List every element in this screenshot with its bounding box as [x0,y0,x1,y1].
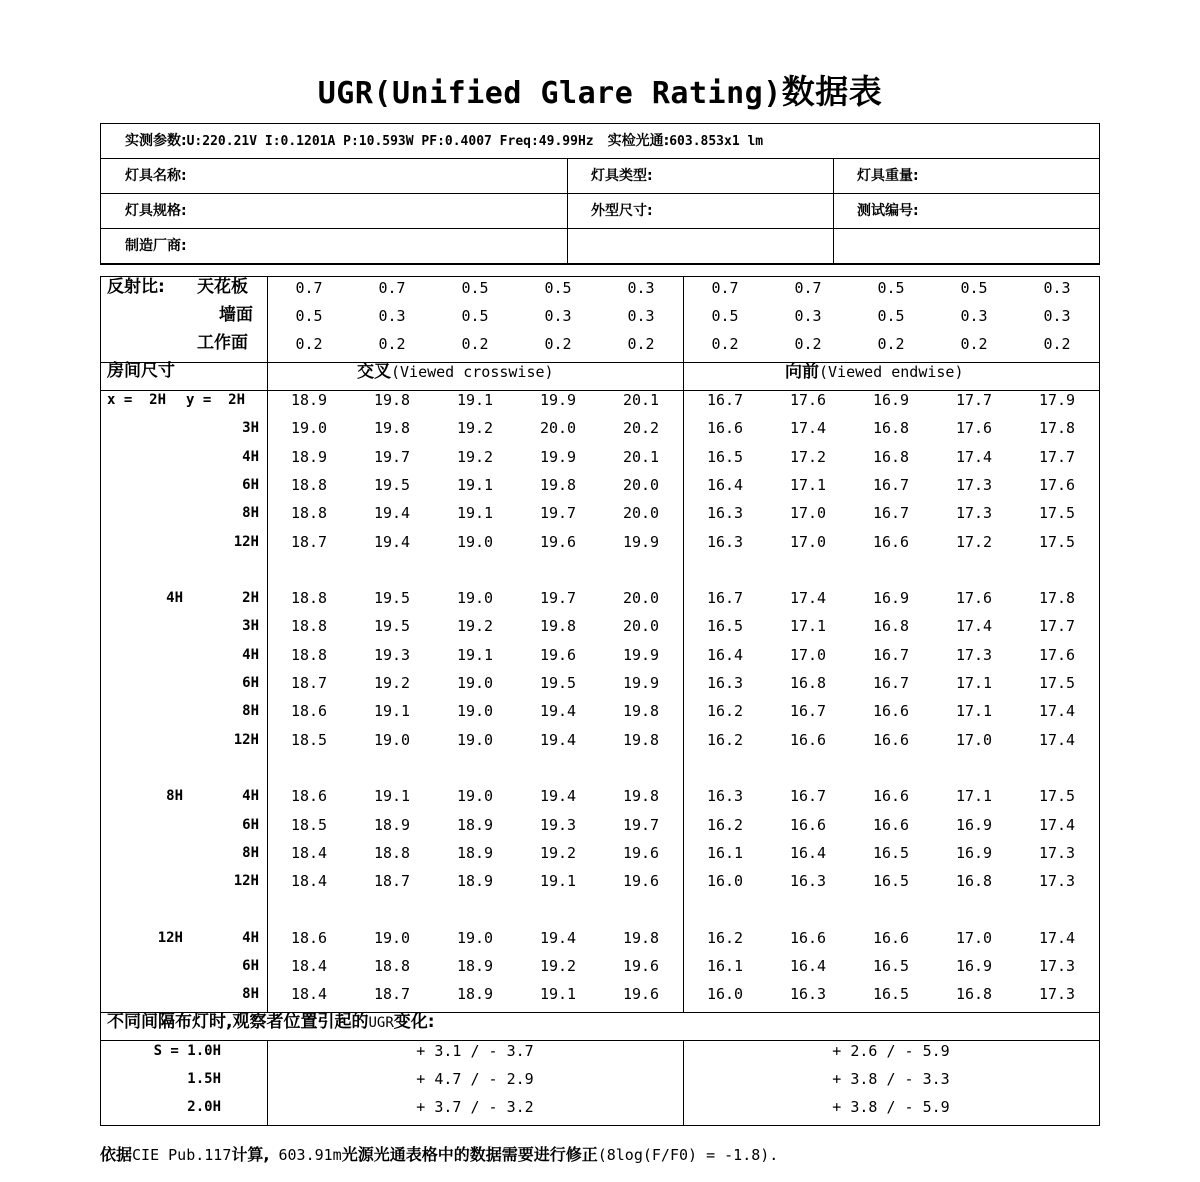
ugr-value: 19.0 [456,589,494,608]
ugr-value: 16.7 [872,475,910,494]
work-reflectance-value: 0.2 [794,335,822,353]
ugr-value: 19.7 [622,815,660,834]
info-row-spec [101,194,1099,229]
ugr-value: 16.4 [789,843,827,862]
ceiling-reflectance-value: 0.7 [711,279,739,297]
test-number-label: 测试编号: [857,203,919,219]
ugr-value: 17.9 [1038,391,1076,409]
ugr-value: 17.4 [789,419,827,438]
info-divider [833,159,834,264]
ugr-value: 19.0 [373,730,411,749]
ugr-value: 16.6 [872,702,910,721]
variation-end-value: + 2.6 / - 5.9 [832,1042,950,1060]
ugr-value: 19.9 [622,645,660,664]
room-y-label: 6H [242,958,259,974]
wall-reflectance-value: 0.3 [794,307,822,325]
ugr-value: 16.7 [706,391,744,409]
reflect-label: 反射比: [107,277,165,297]
ugr-value: 19.6 [539,532,577,551]
table-divider [267,277,268,1012]
room-x-label: 12H [157,929,183,946]
ugr-value: 16.3 [789,872,827,891]
ugr-value: 19.5 [373,475,411,494]
ugr-value: 16.6 [789,730,827,749]
ugr-value: 19.4 [539,928,577,947]
ugr-value: 19.1 [456,475,494,494]
ugr-value: 18.8 [373,843,411,862]
spacing-label: 1.5H [187,1071,221,1087]
ugr-value: 17.0 [789,532,827,551]
room-y-label: 8H [242,703,259,720]
ugr-value: 17.3 [1038,872,1076,891]
lamp-size-label: 外型尺寸: [591,203,653,219]
ugr-value: 19.4 [539,702,577,721]
ugr-value: 17.4 [789,589,827,608]
room-y-label: 12H [233,533,259,550]
ugr-value: 17.5 [1038,532,1076,551]
ugr-value: 19.1 [373,787,411,806]
ugr-value: 16.1 [706,843,744,862]
ugr-value: 17.0 [955,730,993,749]
ugr-value: 17.3 [1038,843,1076,862]
ugr-value: 19.8 [622,787,660,806]
ugr-value: 18.9 [290,447,328,466]
ugr-value: 19.8 [539,617,577,636]
ugr-value: 19.8 [622,928,660,947]
ceiling-reflectance-value: 0.3 [1043,279,1071,297]
ugr-value: 17.7 [1038,447,1076,466]
ugr-value: 18.9 [456,985,494,1004]
ugr-value: 18.6 [290,702,328,721]
wall-label: 墙面 [219,305,253,325]
ugr-value: 17.2 [955,532,993,551]
ugr-value: 18.8 [290,589,328,608]
title-latin: UGR(Unified Glare Rating) [317,76,782,111]
ugr-value: 16.2 [706,815,744,834]
ugr-value: 18.9 [456,815,494,834]
ugr-value: 19.0 [456,702,494,721]
room-y-label: 8H [242,844,259,861]
variation-cross-value: + 3.1 / - 3.7 [416,1042,534,1060]
flux-label: 实检光通: [607,133,670,149]
ugr-value: 19.6 [622,872,660,891]
ugr-value: 17.3 [1038,985,1076,1004]
ugr-value: 18.5 [290,815,328,834]
variation-label: 不同间隔布灯时,观察者位置引起的UGR变化: [107,1012,435,1032]
ugr-value: 16.6 [789,928,827,947]
ugr-value: 19.5 [373,589,411,608]
ugr-value: 18.7 [290,674,328,692]
ugr-value: 17.4 [1038,730,1076,749]
ugr-value: 17.1 [789,617,827,636]
ugr-value: 19.4 [539,787,577,806]
wall-reflectance-value: 0.5 [877,307,905,325]
ugr-value: 19.8 [373,391,411,409]
ugr-value: 16.7 [789,702,827,721]
ugr-value: 19.2 [456,447,494,466]
wall-reflectance-value: 0.3 [627,307,655,325]
ugr-value: 18.4 [290,957,328,975]
ugr-value: 19.8 [539,475,577,494]
ugr-value: 18.7 [373,985,411,1004]
lamp-name-label: 灯具名称: [125,168,187,184]
ugr-value: 18.7 [290,532,328,551]
ugr-value: 20.0 [622,617,660,636]
ugr-value: 19.9 [539,391,577,409]
ugr-value: 18.9 [456,957,494,975]
ugr-value: 16.2 [706,928,744,947]
ugr-value: 18.9 [290,391,328,409]
room-y-label: 8H [242,505,259,522]
ugr-value: 17.3 [955,504,993,523]
ugr-value: 19.3 [539,815,577,834]
room-y-label: 6H [242,675,259,691]
ugr-value: 16.8 [872,617,910,636]
work-reflectance-value: 0.2 [877,335,905,353]
ugr-value: 17.7 [955,391,993,409]
ugr-value: 19.0 [456,532,494,551]
flux-value: 603.853x1 lm [669,134,764,149]
ugr-value: 19.1 [456,645,494,664]
variation-end-value: + 3.8 / - 3.3 [832,1070,950,1088]
ugr-value: 16.7 [706,589,744,608]
ugr-value: 16.3 [706,674,744,692]
ugr-value: 16.4 [706,645,744,664]
room-y-label: 4H [242,929,259,946]
ugr-value: 18.8 [373,957,411,975]
ugr-value: 19.7 [539,589,577,608]
ceiling-reflectance-value: 0.7 [794,279,822,297]
room-x-label: 4H [166,590,183,607]
ugr-value: 18.8 [290,504,328,523]
ugr-value: 19.9 [539,447,577,466]
ugr-value: 19.8 [622,730,660,749]
ugr-value: 17.2 [789,447,827,466]
room-size-label: 房间尺寸 [107,361,175,381]
ugr-value: 16.6 [872,928,910,947]
ugr-value: 17.8 [1038,419,1076,438]
ugr-value: 16.7 [872,674,910,692]
room-y-label: 4H [242,788,259,805]
ugr-value: 18.9 [456,872,494,891]
room-y-label: 8H [242,986,259,1003]
ugr-value: 17.0 [789,504,827,523]
ugr-value: 17.4 [1038,928,1076,947]
work-reflectance-value: 0.2 [461,335,489,353]
ugr-value: 16.9 [955,815,993,834]
ugr-value: 19.8 [622,702,660,721]
ugr-value: 16.1 [706,957,744,975]
ugr-value: 16.7 [789,787,827,806]
room-y-label: 12H [233,731,259,748]
ugr-value: 19.7 [373,447,411,466]
ugr-value: 16.6 [789,815,827,834]
ugr-value: 17.6 [1038,475,1076,494]
info-row-name [101,159,1099,194]
ceiling-reflectance-value: 0.5 [877,279,905,297]
ugr-value: 18.6 [290,787,328,806]
ceiling-reflectance-value: 0.3 [627,279,655,297]
ugr-value: 16.2 [706,730,744,749]
wall-reflectance-value: 0.3 [544,307,572,325]
ugr-value: 18.5 [290,730,328,749]
ugr-value: 16.8 [955,872,993,891]
lamp-spec-label: 灯具规格: [125,203,187,219]
info-box [100,123,1100,265]
ugr-value: 19.1 [456,391,494,409]
ugr-value: 18.9 [456,843,494,862]
work-reflectance-value: 0.2 [627,335,655,353]
ugr-value: 17.1 [955,674,993,692]
ugr-value: 18.8 [290,475,328,494]
ugr-value: 19.1 [539,985,577,1004]
ugr-value: 17.3 [955,645,993,664]
ugr-value: 16.2 [706,702,744,721]
ugr-value: 17.7 [1038,617,1076,636]
ugr-value: 16.6 [872,815,910,834]
ugr-value: 18.6 [290,928,328,947]
ugr-value: 16.9 [872,391,910,409]
ugr-value: 16.4 [789,957,827,975]
ugr-value: 16.5 [706,447,744,466]
ceiling-reflectance-value: 0.5 [544,279,572,297]
ugr-value: 16.5 [872,985,910,1004]
ugr-value: 17.5 [1038,674,1076,692]
work-plane-label: 工作面 [197,333,248,353]
variation-cross-value: + 3.7 / - 3.2 [416,1098,534,1116]
room-y-label: 6H [242,816,259,833]
ugr-value: 19.2 [456,617,494,636]
table-divider [683,277,684,1012]
wall-reflectance-value: 0.3 [1043,307,1071,325]
ugr-value: 17.6 [1038,645,1076,664]
ugr-value: 17.0 [789,645,827,664]
room-y-label: 6H [242,476,259,493]
ugr-value: 17.4 [955,617,993,636]
ugr-value: 16.7 [872,645,910,664]
lamp-weight-label: 灯具重量: [857,168,919,184]
ugr-value: 20.0 [539,419,577,438]
ugr-value: 19.1 [456,504,494,523]
ugr-value: 17.3 [955,475,993,494]
ugr-value: 19.6 [622,957,660,975]
ugr-value: 16.6 [872,532,910,551]
ugr-value: 18.4 [290,872,328,891]
ugr-value: 17.1 [789,475,827,494]
title-cn: 数据表 [781,72,883,111]
room-y-label: y = 2H [186,392,246,408]
ugr-value: 20.0 [622,589,660,608]
ugr-value: 19.0 [373,928,411,947]
ugr-value: 19.2 [539,957,577,975]
ugr-value: 16.9 [955,843,993,862]
ceiling-reflectance-value: 0.7 [295,279,323,297]
wall-reflectance-value: 0.3 [378,307,406,325]
spacing-label: S = 1.0H [153,1043,221,1059]
ugr-value: 19.6 [622,843,660,862]
ugr-value: 16.5 [706,617,744,636]
work-reflectance-value: 0.2 [378,335,406,353]
work-reflectance-value: 0.2 [1043,335,1071,353]
params-label: 实测参数: [125,133,187,149]
ugr-value: 19.9 [622,532,660,551]
ugr-value: 16.8 [872,447,910,466]
ugr-value: 16.9 [872,589,910,608]
ugr-value: 16.6 [706,419,744,438]
ugr-value: 18.4 [290,985,328,1004]
ugr-value: 16.3 [789,985,827,1004]
ugr-value: 19.5 [539,674,577,692]
ugr-value: 16.5 [872,957,910,975]
ugr-value: 17.6 [789,391,827,409]
ugr-value: 17.1 [955,702,993,721]
ugr-value: 16.6 [872,787,910,806]
ugr-value: 20.2 [622,419,660,438]
table-divider [101,1040,1099,1041]
work-reflectance-value: 0.2 [711,335,739,353]
ugr-value: 20.0 [622,475,660,494]
work-reflectance-value: 0.2 [295,335,323,353]
ugr-value: 16.9 [955,957,993,975]
spacing-label: 2.0H [187,1099,221,1115]
ugr-value: 19.4 [373,532,411,551]
ugr-value: 16.3 [706,787,744,806]
ugr-value: 19.7 [539,504,577,523]
wall-reflectance-value: 0.5 [295,307,323,325]
ceiling-reflectance-value: 0.5 [960,279,988,297]
ugr-value: 17.0 [955,928,993,947]
ugr-value: 20.1 [622,447,660,466]
ugr-value: 19.3 [373,645,411,664]
room-x-label: x = 2H [107,392,167,408]
ugr-value: 18.4 [290,843,328,862]
ugr-value: 18.8 [290,617,328,636]
room-y-label: 3H [242,420,259,437]
info-divider [567,159,568,264]
ugr-value: 20.1 [622,391,660,409]
room-y-label: 12H [233,873,259,890]
ugr-value: 19.0 [290,419,328,438]
ugr-value: 19.6 [539,645,577,664]
info-row-maker [101,229,1099,264]
ugr-value: 16.8 [955,985,993,1004]
ugr-value: 17.5 [1038,787,1076,806]
footnote: 依据CIE Pub.117计算, 603.91m光源光通表格中的数据需要进行修正(8log(F/F0) = -1.8). [100,1145,779,1164]
ugr-value: 19.8 [373,419,411,438]
ugr-value: 19.2 [539,843,577,862]
ugr-value: 19.0 [456,674,494,692]
lamp-type-label: 灯具类型: [591,168,653,184]
ceiling-reflectance-value: 0.5 [461,279,489,297]
wall-reflectance-value: 0.3 [960,307,988,325]
ugr-value: 17.4 [955,447,993,466]
ugr-value: 16.8 [872,419,910,438]
wall-reflectance-value: 0.5 [711,307,739,325]
ugr-value: 17.5 [1038,504,1076,523]
ugr-value: 17.8 [1038,589,1076,608]
ugr-value: 20.0 [622,504,660,523]
room-y-label: 4H [242,448,259,465]
ugr-value: 16.6 [872,730,910,749]
ugr-value: 19.0 [456,928,494,947]
ugr-value: 19.1 [373,702,411,721]
ugr-value: 19.4 [373,504,411,523]
room-y-label: 2H [242,590,259,607]
endwise-header: 向前(Viewed endwise) [785,362,964,382]
work-reflectance-value: 0.2 [544,335,572,353]
wall-reflectance-value: 0.5 [461,307,489,325]
ugr-value: 17.4 [1038,702,1076,721]
ugr-value: 16.5 [872,872,910,891]
ugr-value: 19.2 [373,674,411,692]
ugr-value: 18.7 [373,872,411,891]
ugr-value: 16.0 [706,985,744,1004]
room-y-label: 3H [242,618,259,635]
ugr-value: 16.3 [706,504,744,523]
variation-end-value: + 3.8 / - 5.9 [832,1098,950,1116]
ugr-value: 19.0 [456,730,494,749]
ceiling-reflectance-value: 0.7 [378,279,406,297]
ugr-value: 16.3 [706,532,744,551]
ugr-value: 17.3 [1038,957,1076,975]
ugr-value: 17.6 [955,589,993,608]
ugr-value: 16.0 [706,872,744,891]
info-row-params [101,124,1099,159]
ugr-value: 19.1 [539,872,577,891]
ugr-value: 17.6 [955,419,993,438]
ugr-value: 16.5 [872,843,910,862]
page-title [0,66,1200,113]
ugr-value: 17.4 [1038,815,1076,834]
variation-cross-value: + 4.7 / - 2.9 [416,1070,534,1088]
ugr-value: 16.8 [789,674,827,692]
table-divider [683,1040,684,1125]
ugr-value: 19.0 [456,787,494,806]
crosswise-header: 交叉(Viewed crosswise) [357,362,554,382]
room-y-label: 4H [242,646,259,663]
params-value: U:220.21V I:0.1201A P:10.593W PF:0.4007 Freq:49.99Hz [186,134,594,149]
ugr-value: 19.6 [622,985,660,1004]
work-reflectance-value: 0.2 [960,335,988,353]
ugr-table [100,276,1100,1126]
ugr-value: 16.7 [872,504,910,523]
ugr-value: 17.1 [955,787,993,806]
ugr-value: 16.4 [706,475,744,494]
ugr-value: 19.9 [622,674,660,692]
ugr-value: 19.4 [539,730,577,749]
maker-label: 制造厂商: [125,238,187,254]
ugr-value: 19.2 [456,419,494,438]
table-divider [267,1040,268,1125]
ugr-value: 18.8 [290,645,328,664]
ugr-value: 18.9 [373,815,411,834]
ceiling-label: 天花板 [197,277,248,297]
ugr-value: 19.5 [373,617,411,636]
room-x-label: 8H [166,788,183,805]
